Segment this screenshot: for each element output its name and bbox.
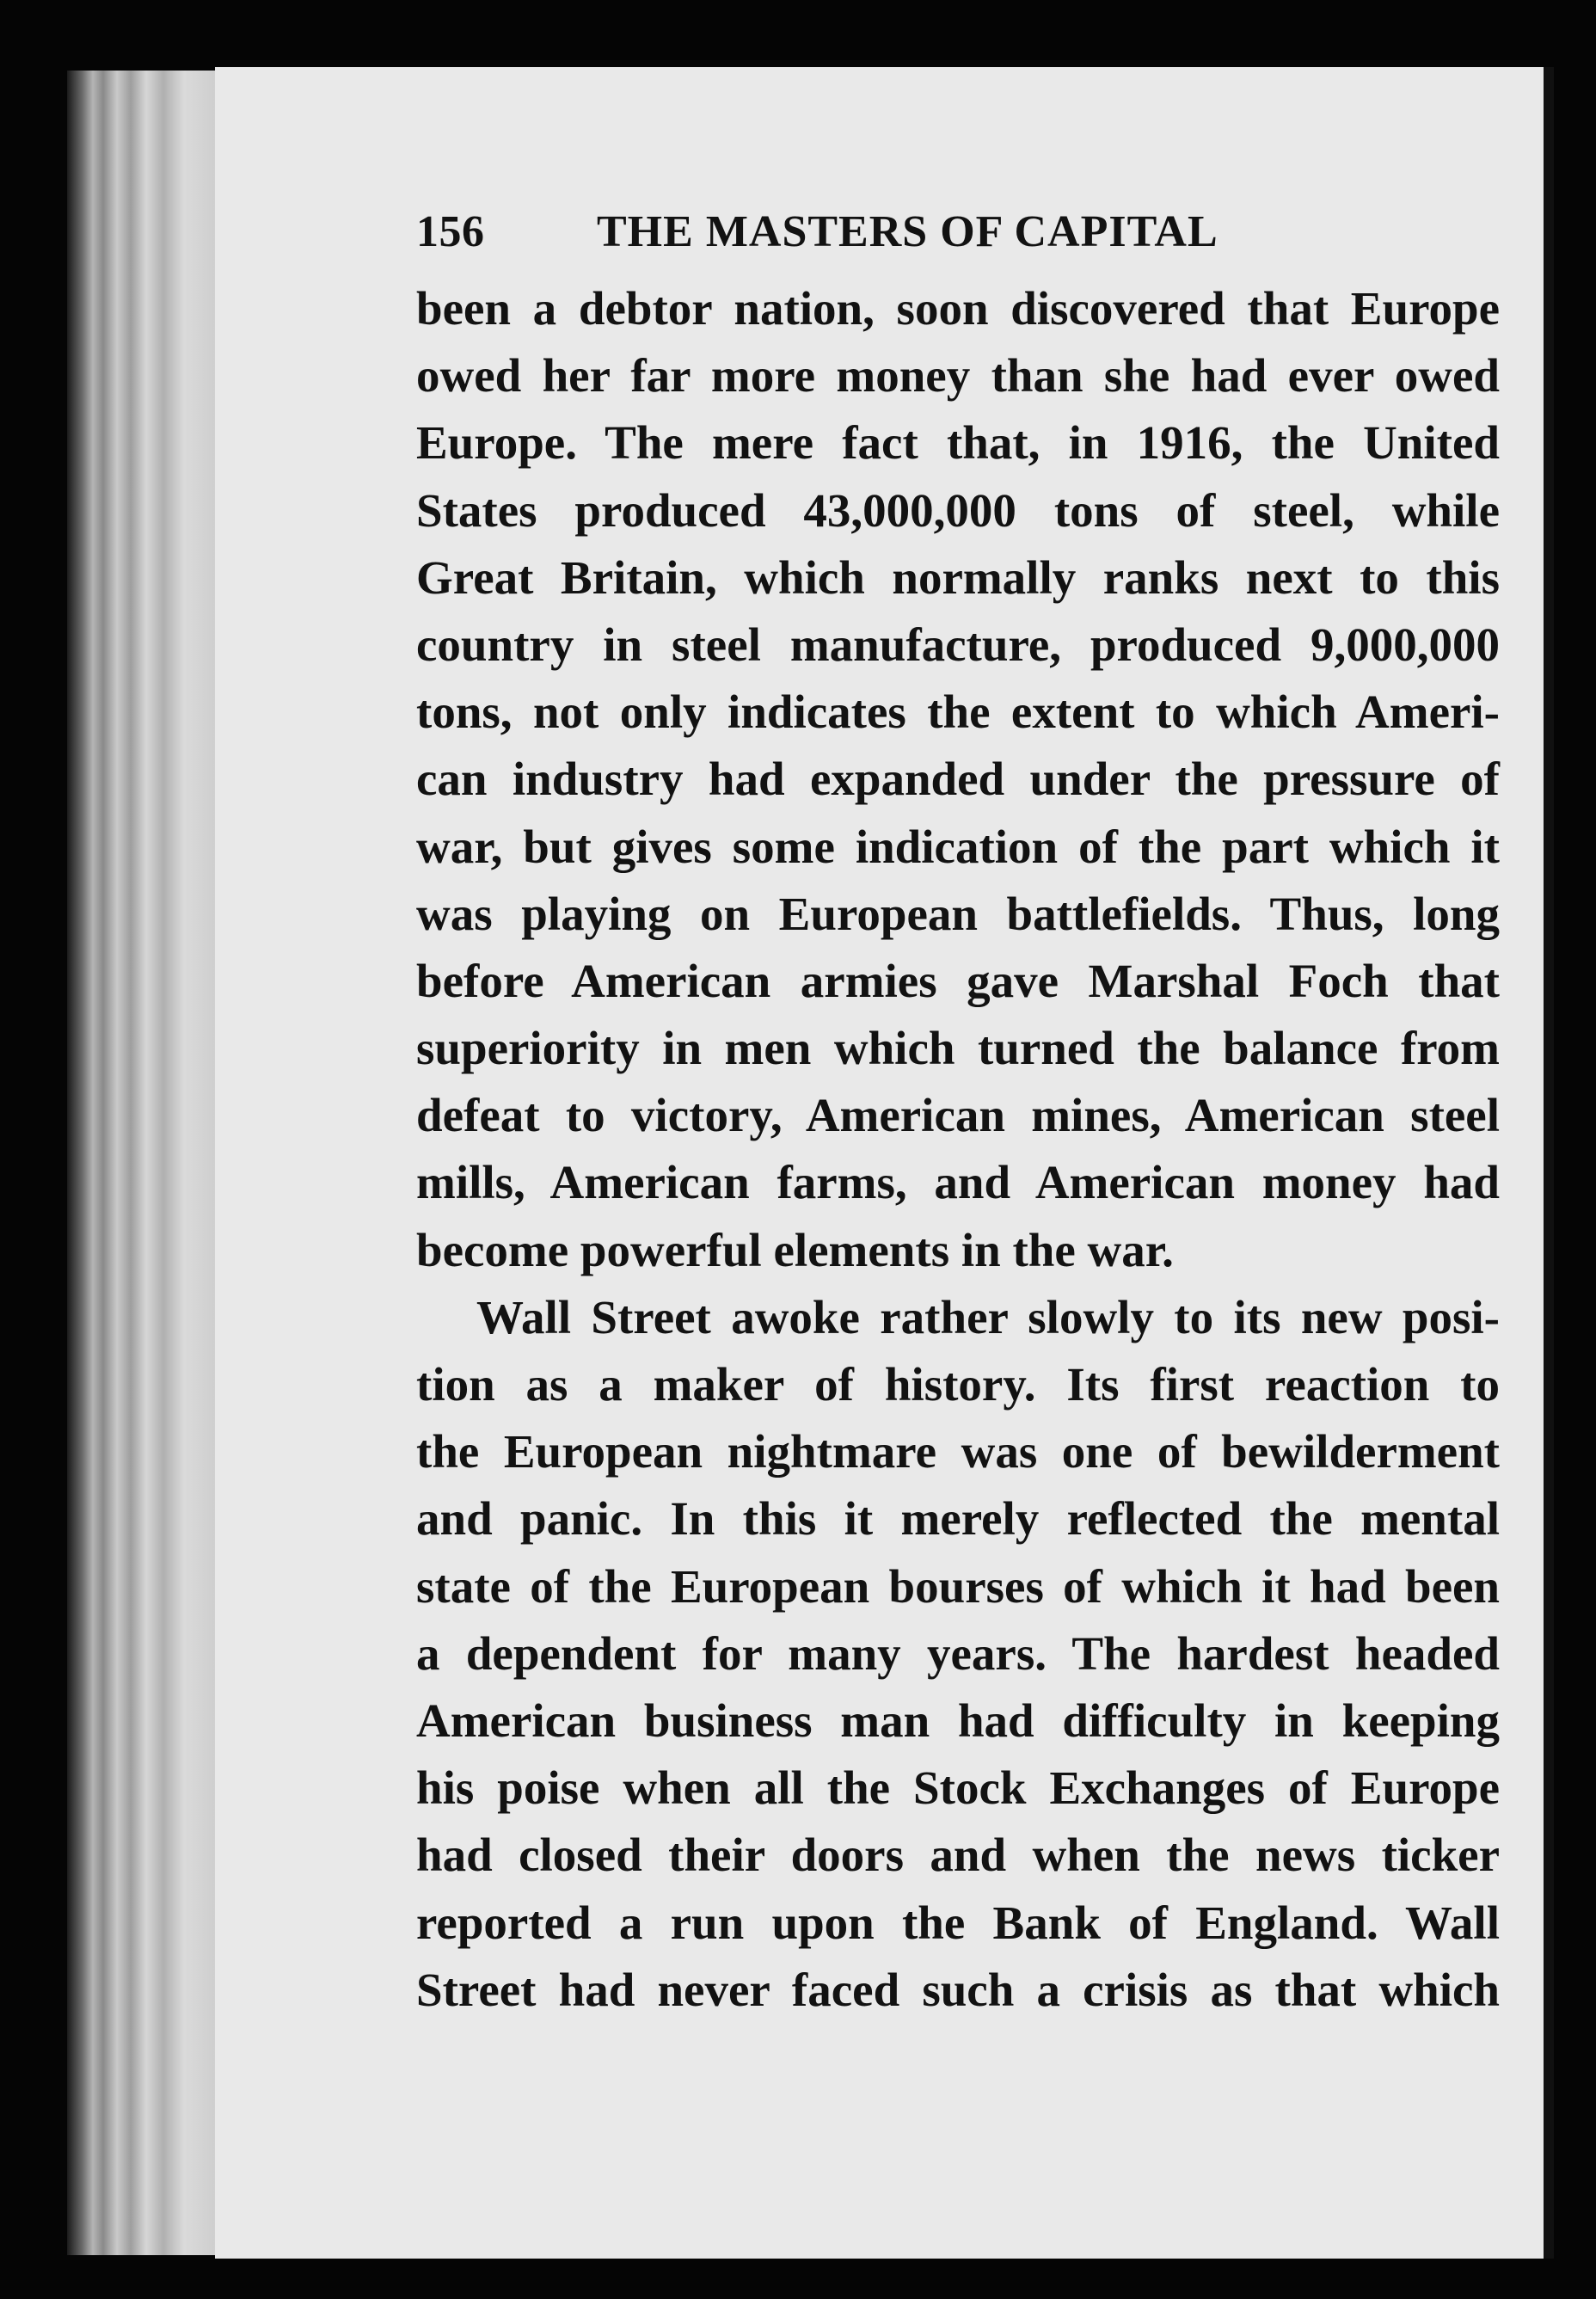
text-line: Europe. The mere fact that, in 1916, the United (416, 416, 1500, 470)
page-stack-edges (67, 71, 239, 2255)
text-line: country in steel manufacture, produced 9,000,000 (416, 618, 1500, 671)
text-line: States produced 43,000,000 tons of steel, while (416, 483, 1500, 537)
text-line: state of the European bourses of which it had been (416, 1559, 1500, 1613)
paragraph (416, 1284, 1500, 2024)
text-line: tion as a maker of history. Its first reaction to (416, 1358, 1500, 1411)
text-line: can industry had expanded under the pressure of (416, 753, 1500, 806)
text-line: become powerful elements in the war. (416, 1223, 1174, 1276)
text-line: tons, not only indicates the extent to which Ameri- (416, 685, 1500, 739)
text-line: mills, American farms, and American money had (416, 1156, 1500, 1209)
text-line: a dependent for many years. The hardest headed (416, 1626, 1500, 1680)
paragraph (416, 275, 1500, 1284)
text-line: Wall Street awoke rather slowly to its new posi- (476, 1290, 1500, 1343)
text-line: before American armies gave Marshal Foch that (416, 954, 1500, 1007)
text-line: had closed their doors and when the news ticker (416, 1829, 1500, 1882)
page-right-edge (1544, 67, 1554, 2259)
text-line: his poise when all the Stock Exchanges of Europe (416, 1761, 1500, 1815)
text-line: American business man had difficulty in keeping (416, 1694, 1500, 1747)
page-number: 156 (416, 207, 485, 256)
page-text (416, 206, 1500, 2024)
text-line: and panic. In this it merely reflected the mental (416, 1492, 1500, 1546)
text-line: been a debtor nation, soon discovered that Europe (416, 282, 1500, 335)
text-line: superiority in men which turned the balance from (416, 1022, 1500, 1075)
text-line: Great Britain, which normally ranks next to this (416, 550, 1500, 604)
text-line: Street had never faced such a crisis as that which (416, 1963, 1500, 2016)
page-header (416, 206, 1500, 275)
text-line: owed her far more money than she had ever owed (416, 349, 1500, 403)
text-line: the European nightmare was one of bewilderment (416, 1425, 1500, 1478)
text-line: defeat to victory, American mines, American steel (416, 1089, 1500, 1142)
running-head: THE MASTERS OF CAPITAL (597, 207, 1218, 256)
text-line: war, but gives some indication of the part which it (416, 820, 1500, 873)
text-line: reported a run upon the Bank of England. Wall (416, 1896, 1500, 1949)
text-line: was playing on European battlefields. Thus, long (416, 887, 1500, 940)
